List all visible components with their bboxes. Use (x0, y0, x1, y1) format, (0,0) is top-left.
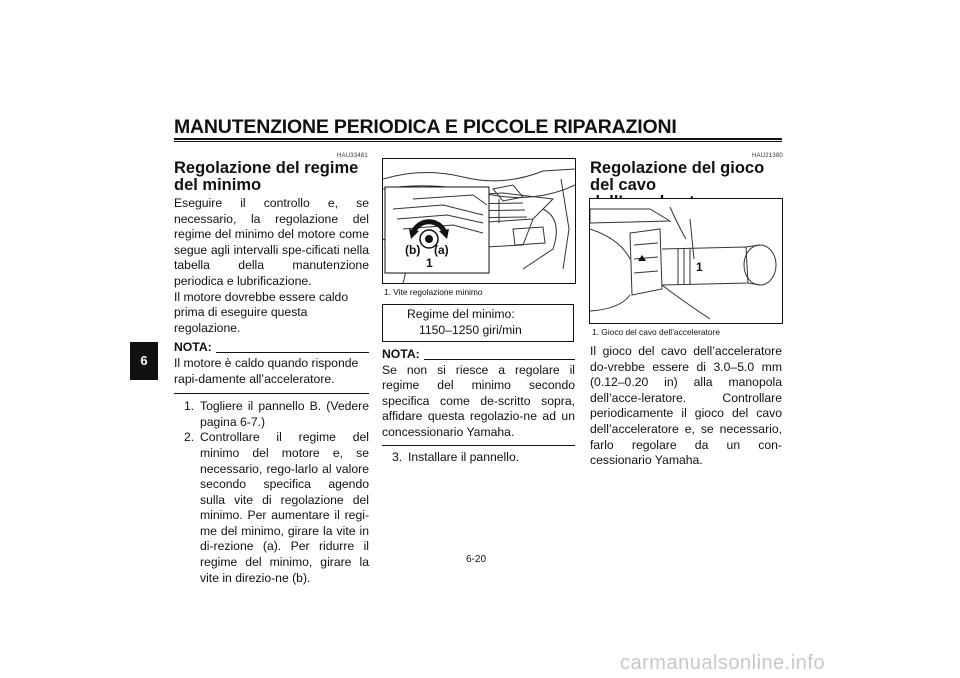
handlebar-illustration (590, 199, 782, 323)
header-rule (174, 138, 782, 140)
figure-label-1: 1 (696, 260, 703, 274)
section-heading: Regolazione del regime del minimo (174, 159, 359, 194)
intro-paragraph: Eseguire il controllo e, se necessario, la regolazione del regime del minimo del motore come segue agli intervalli spe-cificati nella tabella della manutenzione periodica e lubrificazione. (174, 196, 369, 288)
figure-caption: 1. Gioco del cavo dell’acceleratore (592, 327, 721, 337)
figure-caption: 1. Vite regolazione minimo (384, 287, 483, 297)
header-rule-thin (174, 141, 782, 142)
figure-label-b: (b) (405, 243, 421, 257)
nota-heading (174, 340, 369, 356)
idle-screw-figure (382, 158, 576, 284)
engine-illustration (383, 159, 575, 283)
step-item: 2. Controllare il regime del minimo del motore e, se necessario, rego-larlo al valore secondo specifica agendo sulla vite di regolazione del minimo. Per aumentare il regi-me del minimo, girare la vite in di-rezione (a). Per ridurre il regime del minimo, girare la vite in direzio-ne (b). (184, 430, 369, 585)
steps-list (174, 399, 369, 586)
left-column (174, 160, 369, 586)
nota-label: NOTA: (382, 347, 420, 361)
nota-text: Il motore è caldo quando risponde rapi-damente all’acceleratore. (174, 356, 369, 394)
chapter-tab: 6 (130, 342, 158, 380)
page-header-title: MANUTENZIONE PERIODICA E PICCOLE RIPARAZIONI (174, 116, 677, 138)
middle-column (382, 345, 575, 465)
intro-paragraph-2: Il motore dovrebbe essere caldo prima di eseguire questa regolazione. (174, 289, 349, 335)
idle-speed-spec (382, 304, 574, 342)
watermark: carmanualsonline.info (620, 652, 826, 674)
steps-list-continued (382, 450, 575, 466)
figure-label-1: 1 (426, 256, 433, 270)
nota-heading (382, 347, 575, 363)
nota-label: NOTA: (174, 340, 212, 355)
figure-label-a: (a) (434, 243, 449, 257)
section-heading: Regolazione del gioco del cavo (590, 159, 765, 194)
nota-text: Se non si riesce a regolare il regime del minimo secondo specifica come de-scritto sopra, affidare questa regolazio-ne ad un concessionario Yamaha. (382, 363, 575, 446)
section-code: HAU33481 (337, 153, 368, 159)
page-number: 6-20 (466, 554, 487, 565)
throttle-figure (589, 198, 783, 324)
section-code: HAU21380 (752, 153, 783, 159)
step-item: 3. Installare il pannello. (392, 449, 520, 464)
throttle-body: Il gioco del cavo dell’acceleratore do-vrebbe essere di 3.0–5.0 mm (0.12–0.20 in) alla manopola dell’acce-leratore. Controllare periodicamente il gioco del cavo dell’acceleratore e, se necessario, farlo regolare da un con-cessionario Yamaha. (590, 344, 782, 468)
spec-value: 1150–1250 giri/min (419, 322, 522, 337)
step-item: 1. Togliere il pannello B. (Vedere pagina 6-7.) (184, 399, 369, 429)
spec-label: Regime del minimo: (407, 307, 515, 321)
